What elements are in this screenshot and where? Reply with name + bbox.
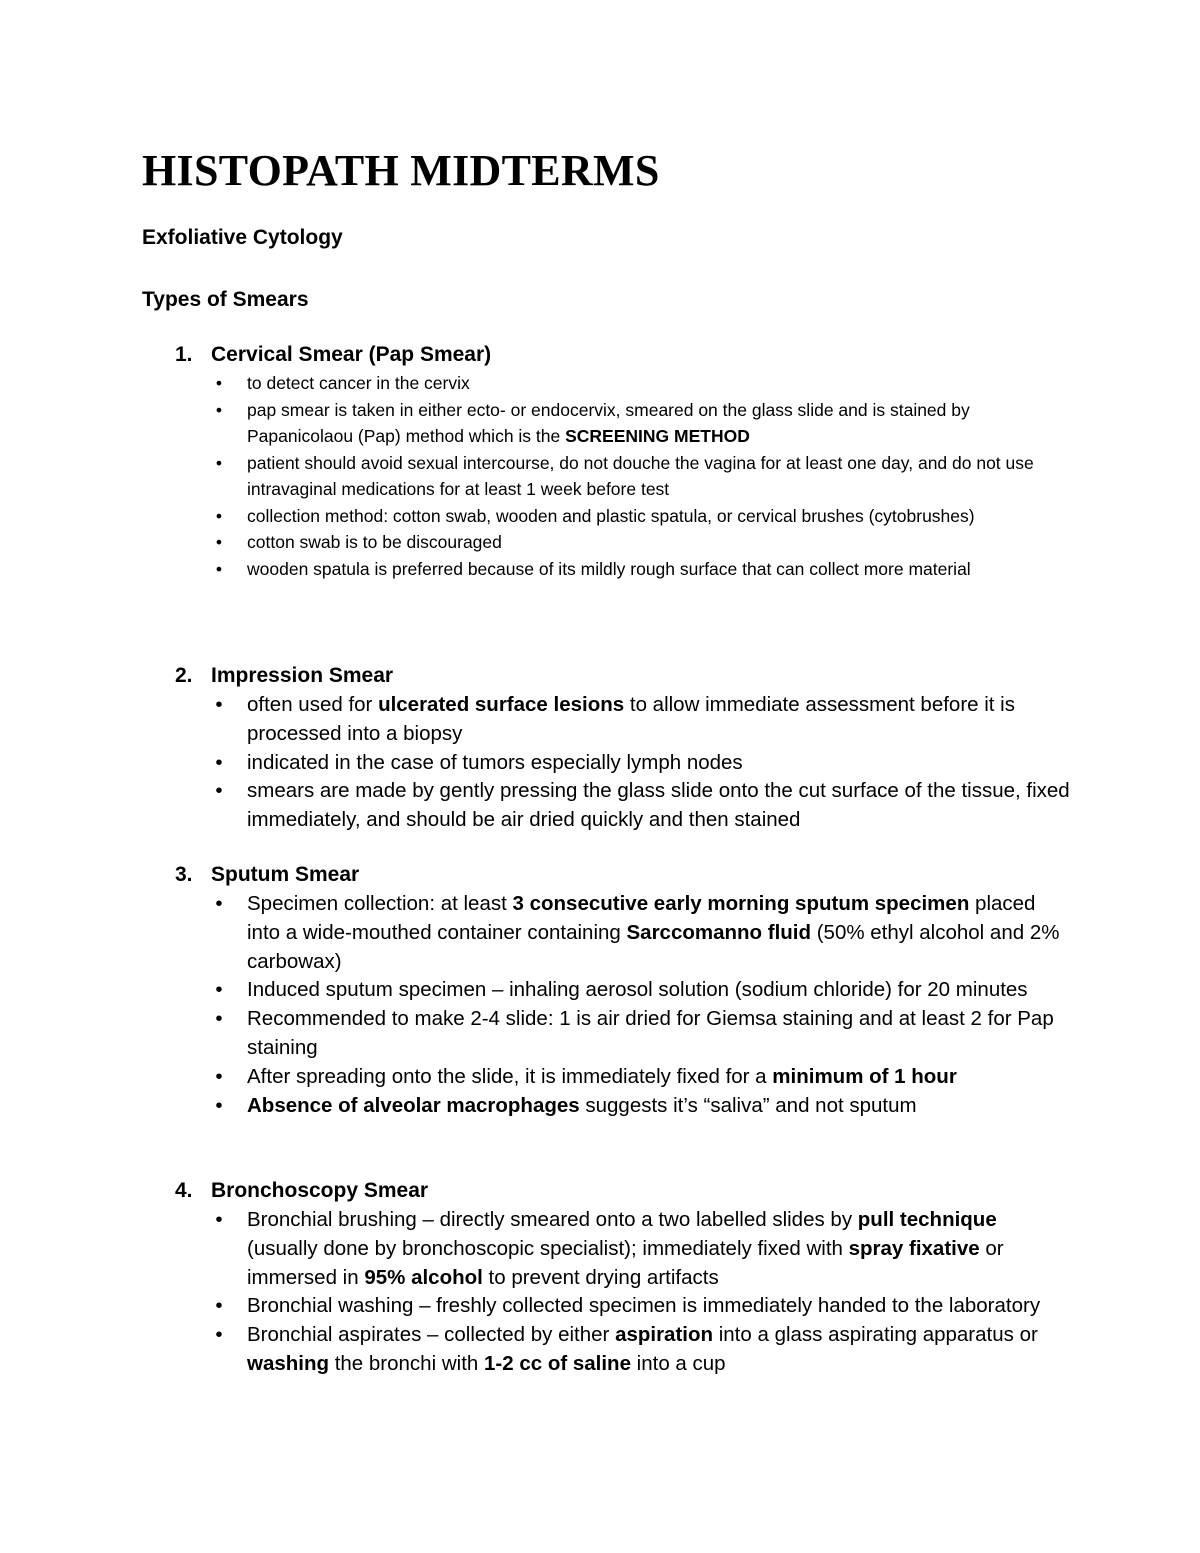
section-number: 3.: [175, 863, 193, 886]
bullet-icon: •: [215, 1093, 223, 1117]
bullet-icon: •: [215, 505, 223, 526]
list-item: • collection method: cotton swab, wooden and plastic spatula, or cervical brushes (cytobrushes): [142, 503, 1072, 530]
section-number: 2.: [175, 664, 193, 687]
section-heading: [142, 341, 1072, 370]
bullet-list: [142, 890, 1072, 1120]
bullet-icon: •: [215, 779, 223, 803]
list-item: • Recommended to make 2-4 slide: 1 is air dried for Giemsa staining and at least 2 for Pap staining: [215, 1007, 1054, 1059]
section-cervical-smear: [142, 341, 1072, 582]
bullet-icon: •: [215, 978, 223, 1002]
section-title: Impression Smear: [211, 664, 394, 687]
section-title: Bronchoscopy Smear: [211, 1179, 429, 1202]
list-item: • to detect cancer in the cervix: [142, 370, 1072, 397]
section-number: 1.: [175, 343, 193, 366]
section-title: Sputum Smear: [211, 863, 360, 886]
document-title: HISTOPATH MIDTERMS: [142, 146, 660, 195]
bullet-list: [142, 370, 1072, 582]
bullet-icon: •: [215, 1208, 223, 1231]
list-item: • Bronchial aspirates – collected by either aspiration into a glass aspirating apparatus or washing the bronchi with 1-2 cc of saline into a cup: [215, 1323, 1038, 1375]
section-number: 4.: [175, 1179, 193, 1202]
bullet-icon: •: [215, 892, 223, 915]
list-item: • cotton swab is to be discouraged: [142, 529, 1072, 556]
section-sputum-smear: [142, 861, 1072, 1120]
document-subtitle: Exfoliative Cytology: [142, 226, 343, 249]
list-item: • After spreading onto the slide, it is immediately fixed for a minimum of 1 hour: [142, 1063, 1072, 1092]
list-item: • wooden spatula is preferred because of its mildly rough surface that can collect more material: [142, 556, 1072, 583]
list-item: • often used for ulcerated surface lesions to allow immediate assessment before it is processed into a biopsy: [215, 693, 1015, 745]
bullet-icon: •: [215, 452, 223, 473]
section-heading: [142, 1177, 1072, 1206]
list-item: • patient should avoid sexual intercourse, do not douche the vagina for at least one day, and do not use intravaginal medications for at least 1 week before test: [142, 450, 1072, 503]
list-item: • Absence of alveolar macrophages suggests it’s “saliva” and not sputum: [142, 1092, 1072, 1121]
bullet-icon: •: [215, 399, 223, 420]
section-impression-smear: [142, 662, 1072, 835]
bullet-icon: •: [215, 1007, 223, 1031]
list-item: • indicated in the case of tumors especially lymph nodes: [142, 749, 1072, 778]
bullet-icon: •: [215, 1294, 223, 1318]
list-item: • Bronchial brushing – directly smeared onto a two labelled slides by pull technique (usually done by bronchoscopic specialist); immediately fixed with spray fixative or immersed in 95% alcohol to prevent drying artifacts: [215, 1208, 1004, 1289]
list-item: • Specimen collection: at least 3 consecutive early morning sputum specimen placed into a wide-mouthed container containing Sarccomanno fluid (50% ethyl alcohol and 2% carbowax): [215, 892, 1060, 973]
bullet-icon: •: [215, 558, 223, 579]
bullet-list: [142, 1206, 1072, 1379]
bullet-icon: •: [215, 532, 223, 552]
list-item: • Induced sputum specimen – inhaling aerosol solution (sodium chloride) for 20 minutes: [142, 976, 1072, 1005]
section-title: Cervical Smear (Pap Smear): [211, 343, 492, 366]
list-item: • smears are made by gently pressing the glass slide onto the cut surface of the tissue, fixed immediately, and should be air dried quickly and then stained: [215, 779, 1070, 832]
section-heading: [142, 662, 1072, 691]
section-group-heading: Types of Smears: [142, 288, 309, 311]
bullet-icon: •: [215, 750, 223, 774]
bullet-icon: •: [215, 1323, 223, 1347]
bullet-icon: •: [215, 693, 223, 716]
bullet-icon: •: [215, 1064, 223, 1088]
section-bronchoscopy-smear: [142, 1177, 1072, 1379]
list-item: • Bronchial washing – freshly collected specimen is immediately handed to the laboratory: [142, 1292, 1072, 1321]
section-heading: [142, 861, 1072, 890]
list-item: • pap smear is taken in either ecto- or endocervix, smeared on the glass slide and is stained by Papanicolaou (Pap) method which is the SCREENING METHOD: [142, 397, 1072, 450]
bullet-icon: •: [215, 373, 223, 393]
bullet-list: [142, 691, 1072, 835]
